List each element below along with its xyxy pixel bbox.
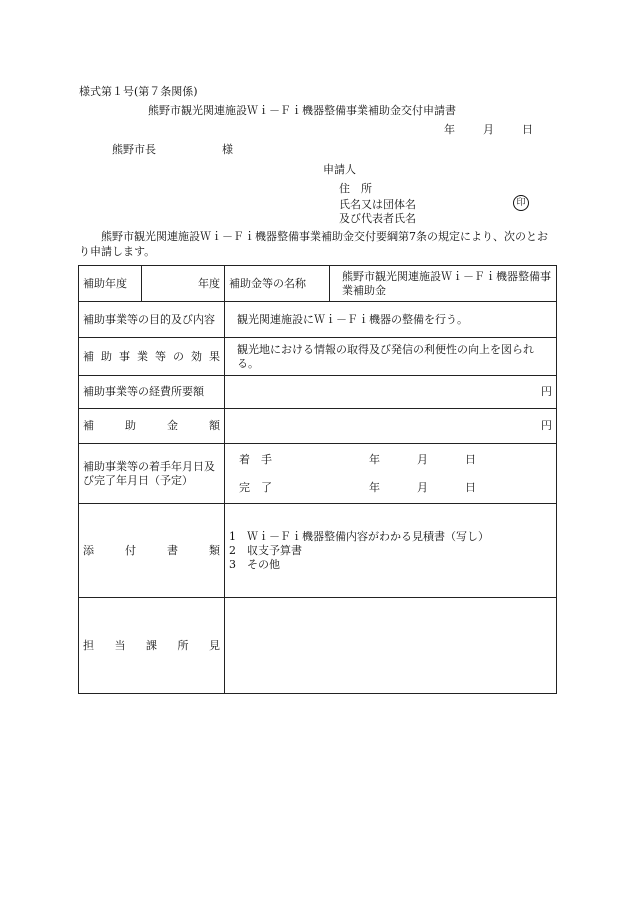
addressee-suffix: 様 <box>222 143 233 156</box>
fiscal-year-field[interactable]: 年度 <box>142 266 225 302</box>
address-label: 住 所 <box>339 182 372 195</box>
subsidy-name-label: 補助金等の名称 <box>225 266 330 302</box>
applicant-heading: 申請人 <box>323 163 356 176</box>
application-statement: 熊野市観光関連施設Ｗｉ－Ｆｉ機器整備事業補助金交付要綱第7条の規定により、次のとおり申請します。 <box>79 230 548 258</box>
end-date-row <box>229 481 552 495</box>
effect-label: 補助事業等の効果 <box>79 338 225 376</box>
table-row <box>79 376 557 409</box>
table-row <box>79 598 557 694</box>
attachments-list <box>225 504 557 598</box>
list-item: 3 その他 <box>229 557 280 571</box>
cost-field[interactable]: 円 <box>225 376 557 409</box>
date-month: 月 <box>483 123 494 136</box>
subsidy-name-value: 熊野市観光関連施設Ｗｉ－Ｆｉ機器整備事業補助金 <box>330 266 557 302</box>
start-year: 年 <box>369 452 380 466</box>
opinion-field[interactable] <box>225 598 557 694</box>
end-month: 月 <box>417 480 428 494</box>
amount-label: 補助金額 <box>79 409 225 444</box>
form-title: 熊野市観光関連施設Ｗｉ－Ｆｉ機器整備事業補助金交付申請書 <box>148 104 456 117</box>
date-year: 年 <box>444 123 455 136</box>
schedule-field[interactable] <box>225 444 557 504</box>
table-row <box>79 409 557 444</box>
addressee-name: 熊野市長 <box>112 143 156 156</box>
table-row <box>79 302 557 338</box>
attachments-label: 添付書類 <box>79 504 225 598</box>
amount-field[interactable]: 円 <box>225 409 557 444</box>
date-day: 日 <box>522 123 533 136</box>
end-day: 日 <box>465 480 476 494</box>
end-year: 年 <box>369 480 380 494</box>
effect-value: 観光地における情報の取得及び発信の利便性の向上を図られる。 <box>225 338 557 376</box>
fiscal-year-label: 補助年度 <box>79 266 142 302</box>
start-label: 着 手 <box>239 452 272 466</box>
application-table <box>78 265 557 694</box>
list-item: 1 Ｗｉ－Ｆｉ機器整備内容がわかる見積書（写し） <box>229 529 489 543</box>
org-name-label: 氏名又は団体名 <box>339 198 416 211</box>
list-item: 2 収支予算書 <box>229 543 302 557</box>
application-date <box>444 123 533 137</box>
table-row <box>79 338 557 376</box>
cost-label: 補助事業等の経費所要額 <box>79 376 225 409</box>
form-number: 様式第１号(第７条関係) <box>79 85 198 98</box>
start-date-row <box>229 453 552 467</box>
end-label: 完 了 <box>239 480 272 494</box>
table-row <box>79 504 557 598</box>
start-day: 日 <box>465 452 476 466</box>
purpose-value: 観光関連施設にＷｉ－Ｆｉ機器の整備を行う。 <box>225 302 557 338</box>
purpose-label: 補助事業等の目的及び内容 <box>79 302 225 338</box>
addressee <box>112 143 233 157</box>
table-row <box>79 444 557 504</box>
table-row <box>79 266 557 302</box>
schedule-label: 補助事業等の着手年月日及び完了年月日（予定） <box>79 444 225 504</box>
seal-mark: 印 <box>513 195 529 211</box>
opinion-label: 担当課所見 <box>79 598 225 694</box>
representative-label: 及び代表者氏名 <box>339 212 416 225</box>
start-month: 月 <box>417 452 428 466</box>
